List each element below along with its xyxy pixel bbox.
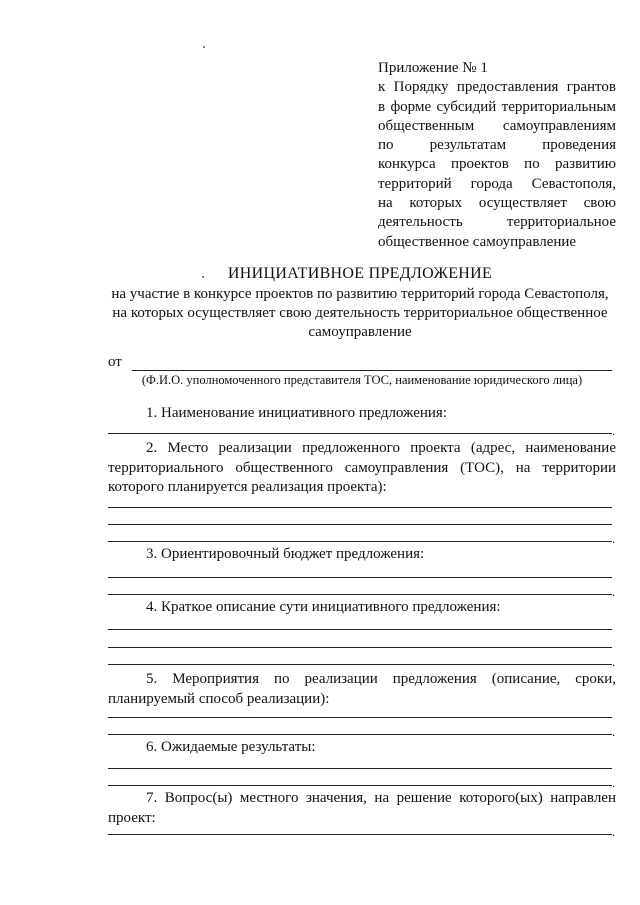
from-label: от [108, 354, 122, 370]
question-text: 3. Ориентировочный бюджет предложения: [146, 546, 425, 562]
annex-line: общественное самоуправление [378, 233, 577, 250]
from-caption: (Ф.И.О. уполномоченного представителя ТОС, наименование юридического лица) [141, 373, 583, 387]
annex-line: общественным самоуправлениям [378, 117, 616, 134]
answer-line[interactable] [108, 768, 612, 769]
question-text: 7. Вопрос(ы) местного значения, на решение которого(ых) направлен [146, 790, 616, 806]
answer-line[interactable] [108, 594, 612, 595]
line-end-mark: . [612, 531, 616, 546]
line-end-mark: . [612, 584, 616, 599]
answer-line[interactable] [108, 629, 612, 630]
answer-line[interactable] [108, 734, 612, 735]
question-text: 2. Место реализации предложенного проекта (адрес, наименование [146, 440, 616, 456]
line-end-mark: . [612, 423, 616, 438]
answer-line[interactable] [108, 834, 612, 835]
from-fill-line[interactable] [132, 370, 612, 371]
question-text: 6. Ожидаемые результаты: [146, 739, 316, 755]
question-3 [108, 545, 616, 565]
answer-line[interactable] [108, 541, 612, 542]
subtitle-line: на участие в конкурсе проектов по развитию территорий города Севастополя, [111, 286, 609, 302]
annex-line: к Порядку предоставления грантов [378, 79, 616, 96]
line-end-mark: . [612, 724, 616, 739]
subtitle-line: самоуправление [308, 324, 412, 340]
line-end-mark: . [612, 824, 616, 839]
question-1 [108, 404, 616, 424]
annex-line: на которых осуществляет свою [378, 195, 616, 212]
question-7 [108, 789, 616, 828]
answer-line[interactable] [108, 524, 612, 525]
line-end-mark: . [612, 775, 616, 790]
answer-line[interactable] [108, 433, 612, 434]
answer-line[interactable] [108, 647, 612, 648]
annex-heading: Приложение № 1 [378, 60, 488, 76]
annex-line: в форме субсидий территориальным [378, 98, 616, 115]
answer-line[interactable] [108, 577, 612, 578]
question-text: планируемый способ реализации): [108, 690, 330, 707]
annex-line: территорий города Севастополя, [378, 175, 616, 192]
answer-line[interactable] [108, 717, 612, 718]
question-6 [108, 738, 616, 758]
question-2 [108, 439, 616, 498]
annex-line: деятельность территориальное [378, 214, 616, 231]
question-text: проект: [108, 809, 156, 826]
answer-line[interactable] [108, 664, 612, 665]
question-text: 4. Краткое описание сути инициативного предложения: [146, 599, 501, 615]
scan-speck [203, 46, 205, 48]
question-4 [108, 598, 616, 618]
subtitle-line: на которых осуществляет свою деятельность территориальное общественное [112, 305, 608, 321]
annex-line: конкурса проектов по развитию [378, 156, 616, 173]
annex-line: по результатам проведения [378, 137, 616, 154]
question-text: территориального общественного самоуправления (ТОС), на территории [108, 459, 616, 476]
annex-block [378, 59, 616, 252]
answer-line[interactable] [108, 785, 612, 786]
question-text: 1. Наименование инициативного предложения: [146, 405, 448, 421]
line-end-mark: . [612, 654, 616, 669]
question-text: которого планируется реализация проекта): [108, 479, 387, 495]
document-title: ИНИЦИАТИВНОЕ ПРЕДЛОЖЕНИЕ [227, 265, 493, 282]
question-5 [108, 670, 616, 709]
answer-line[interactable] [108, 507, 612, 508]
document-subtitle [100, 285, 620, 342]
question-text: 5. Мероприятия по реализации предложения (описание, сроки, [146, 671, 616, 687]
